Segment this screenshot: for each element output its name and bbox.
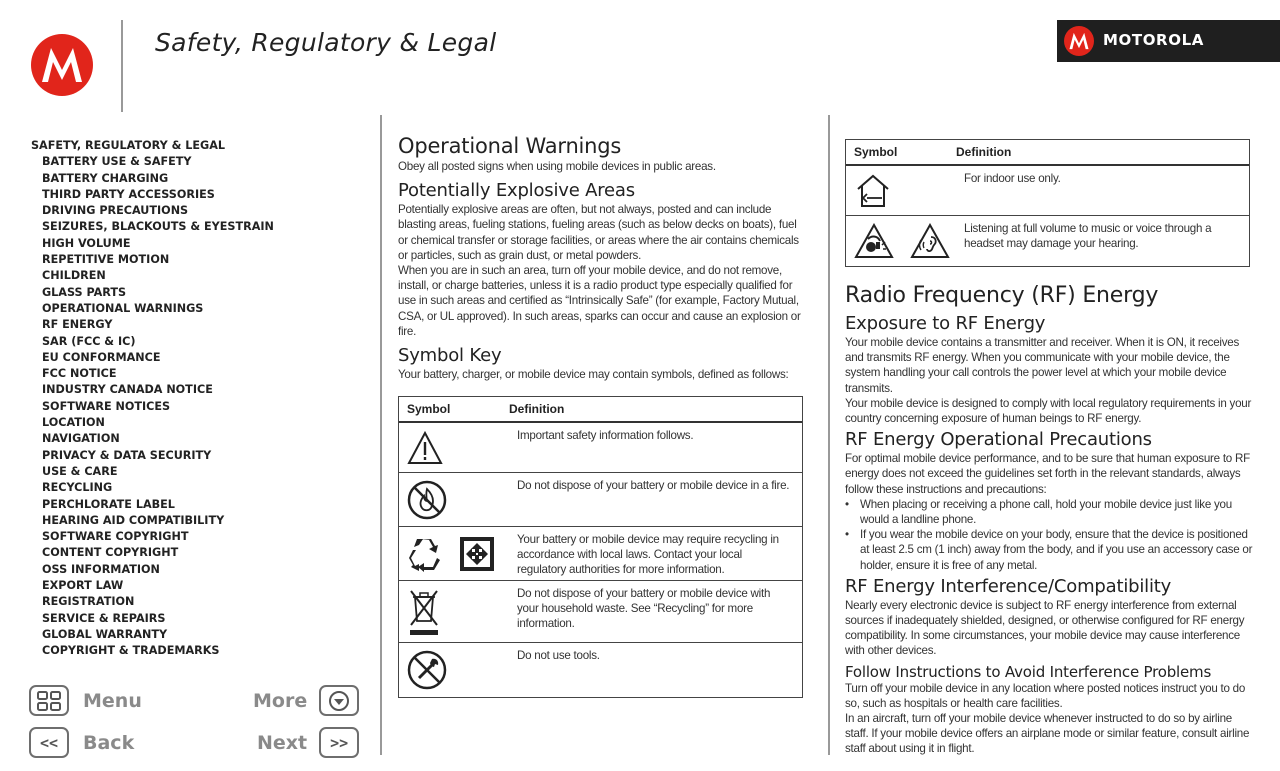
paragraph: Turn off your mobile device in any location where posted notices instruct you to do so, such as hospitals or health care facilities. [845, 681, 1246, 710]
table-row [399, 527, 802, 581]
paragraph: Nearly every electronic device is subject to RF energy interference from external sources if inadequately shielded, designed, or otherwise configured for RF energy compatibility. In some circumstances, your mobile device may cause interference with other devices. [845, 598, 1245, 658]
toc-item[interactable]: GLOBAL WARRANTY [42, 627, 168, 641]
symbol-key-heading: Symbol Key [398, 345, 502, 367]
list-item: • When placing or receiving a phone call, hold your mobile device just like you would a landline phone. [845, 497, 1255, 527]
rf-exposure-heading: Exposure to RF Energy [845, 313, 1046, 334]
toc-item[interactable]: HIGH VOLUME [42, 236, 131, 250]
toc-item[interactable]: INDUSTRY CANADA NOTICE [42, 383, 213, 397]
more-button[interactable] [253, 685, 359, 716]
table-row [846, 216, 1249, 266]
brand-logo [1064, 26, 1094, 56]
definition-text: Important safety information follows. [517, 429, 694, 443]
back-label: Back [83, 731, 135, 754]
no-tools-icon [407, 650, 447, 690]
table-row [399, 423, 802, 473]
next-button[interactable] [257, 727, 359, 758]
rf-precautions-heading: RF Energy Operational Precautions [845, 429, 1152, 451]
back-button[interactable] [29, 727, 134, 758]
toc-item[interactable]: GLASS PARTS [42, 285, 127, 299]
content-column-1 [398, 133, 808, 698]
definition-column-header: Definition [956, 145, 1012, 159]
toc-item[interactable]: CONTENT COPYRIGHT [42, 546, 179, 560]
toc-item[interactable]: SERVICE & REPAIRS [42, 611, 166, 625]
toc-item[interactable]: OPERATIONAL WARNINGS [42, 301, 204, 315]
definition-text: Do not dispose of your battery or mobile device with your household waste. See “Recycling” for more information. [517, 587, 771, 631]
next-arrows-icon: >> [319, 727, 359, 758]
toc-item[interactable]: OSS INFORMATION [42, 562, 160, 576]
paragraph: Your mobile device contains a transmitter and receiver. When it is ON, it receives and transmits RF energy. When you communicate with your mobile device, the system handling your call controls the power level at which your mobile device transmits. [845, 336, 1240, 395]
toc-item[interactable]: SOFTWARE NOTICES [42, 399, 171, 413]
headset-volume-warning-icon [854, 223, 894, 259]
no-fire-icon [407, 480, 447, 520]
toc-item[interactable]: DRIVING PRECAUTIONS [42, 204, 189, 218]
toc-item[interactable]: FCC NOTICE [42, 367, 117, 381]
more-label: More [253, 689, 308, 712]
paragraph: Your mobile device is designed to comply with local regulatory requirements in your country concerning exposure of human beings to RF energy. [845, 396, 1252, 426]
table-header [846, 140, 1249, 166]
table-header [399, 397, 802, 423]
table-row [399, 473, 802, 527]
toc-item[interactable]: NAVIGATION [42, 432, 120, 446]
list-item: • If you wear the mobile device on your body, ensure that the device is positioned at least 2.5 cm (1 inch) away from the body, and if you use an accessory case or holder, ensure it is free of any metal. [845, 527, 1255, 573]
symbol-column-header: Symbol [854, 145, 898, 159]
menu-button[interactable] [29, 685, 142, 716]
toc-item[interactable]: RF ENERGY [42, 318, 113, 332]
table-of-contents [31, 138, 274, 660]
paragraph: For optimal mobile device performance, and to be sure that human exposure to RF energy does not exceed the guidelines set forth in the relevant standards, always follow these instructions and precautions: [845, 452, 1250, 496]
explosive-areas-heading: Potentially Explosive Areas [398, 180, 635, 202]
toc-item[interactable]: HEARING AID COMPATIBILITY [42, 513, 225, 527]
brand-name: MOTOROLA [1103, 31, 1204, 49]
battery-recycle-icon [459, 536, 495, 572]
toc-item[interactable]: PRIVACY & DATA SECURITY [42, 448, 212, 462]
toc-item[interactable]: EXPORT LAW [42, 579, 124, 593]
symbol-table [398, 396, 803, 698]
toc-item[interactable]: THIRD PARTY ACCESSORIES [42, 187, 215, 201]
back-arrows-icon: << [29, 727, 69, 758]
toc-item[interactable]: SAFETY, REGULATORY & LEGAL [31, 139, 225, 152]
symbol-column-header: Symbol [407, 402, 451, 417]
page-title: Safety, Regulatory & Legal [155, 28, 497, 57]
warning-triangle-icon [407, 431, 443, 465]
toc-item[interactable]: REGISTRATION [42, 595, 135, 609]
paragraph: When you are in such an area, turn off your mobile device, and do not remove, install, or charge batteries, unless it is a radio product type especially qualified for use in such areas and certified as “Intrinsically Safe” (for example, Factory Mutual, CSA, or UL approved). In such areas, sparks can occur and cause an explosion or fire. [398, 264, 801, 338]
toc-item[interactable]: BATTERY USE & SAFETY [42, 155, 192, 169]
rf-interference-heading: RF Energy Interference/Compatibility [845, 575, 1172, 597]
next-label: Next [257, 731, 308, 754]
chevron-down-icon [319, 685, 359, 716]
symbol-table [845, 139, 1250, 267]
recycle-icon [407, 536, 443, 572]
avoid-interference-heading: Follow Instructions to Avoid Interference Problems [845, 662, 1212, 681]
definition-text: Your battery or mobile device may require recycling in accordance with local laws. Contact your local regulatory authorities for more information. [517, 533, 779, 577]
toc-item[interactable]: SAR (FCC & IC) [42, 334, 136, 348]
crossed-bin-icon [407, 587, 441, 637]
definition-text: For indoor use only. [964, 172, 1061, 185]
menu-label: Menu [83, 689, 142, 712]
hearing-warning-icon [910, 223, 950, 259]
operational-warnings-heading: Operational Warnings [398, 134, 622, 158]
batwing-icon [39, 44, 85, 86]
definition-text: Do not use tools. [517, 649, 600, 663]
column-divider [828, 115, 830, 755]
toc-item[interactable]: USE & CARE [42, 464, 118, 478]
toc-item[interactable]: BATTERY CHARGING [42, 171, 169, 185]
toc-item[interactable]: CHILDREN [42, 269, 106, 283]
definition-text: Do not dispose of your battery or mobile device in a fire. [517, 479, 790, 493]
toc-item[interactable]: COPYRIGHT & TRADEMARKS [42, 644, 220, 658]
toc-item[interactable]: SOFTWARE COPYRIGHT [42, 530, 189, 544]
rf-energy-heading: Radio Frequency (RF) Energy [845, 283, 1159, 308]
motorola-logo [31, 34, 93, 96]
toc-item[interactable]: LOCATION [42, 416, 105, 430]
paragraph: In an aircraft, turn off your mobile device whenever instructed to do so by airline staff. If your mobile device offers an airplane mode or similar feature, consult airline staff about using it in flight. [845, 712, 1250, 756]
toc-item[interactable]: PERCHLORATE LABEL [42, 497, 175, 511]
precautions-list [845, 497, 1255, 573]
table-row [846, 166, 1249, 216]
header-divider [121, 20, 123, 112]
table-row [399, 643, 802, 697]
table-row [399, 581, 802, 643]
paragraph: Your battery, charger, or mobile device may contain symbols, defined as follows: [398, 368, 789, 382]
paragraph: Obey all posted signs when using mobile devices in public areas. [398, 160, 716, 173]
content-column-2 [845, 139, 1255, 757]
definition-text: Listening at full volume to music or voice through a headset may damage your hearing. [964, 222, 1212, 250]
toc-item[interactable]: REPETITIVE MOTION [42, 253, 170, 267]
grid-icon [29, 685, 69, 716]
paragraph: Potentially explosive areas are often, but not always, posted and can include blasting areas, fueling stations, fueling areas (such as below decks on boats), fuel or chemical transfer or storage facilities, or areas where the air contains chemicals or particles, such as grain dust, or metal powders. [398, 203, 799, 262]
indoor-use-icon [854, 172, 892, 210]
toc-item[interactable]: SEIZURES, BLACKOUTS & EYESTRAIN [42, 220, 274, 234]
batwing-icon [1068, 31, 1090, 51]
definition-column-header: Definition [509, 402, 565, 417]
column-divider [380, 115, 382, 755]
toc-item[interactable]: RECYCLING [42, 481, 113, 495]
brand-bar [1057, 20, 1280, 62]
toc-item[interactable]: EU CONFORMANCE [42, 350, 161, 364]
